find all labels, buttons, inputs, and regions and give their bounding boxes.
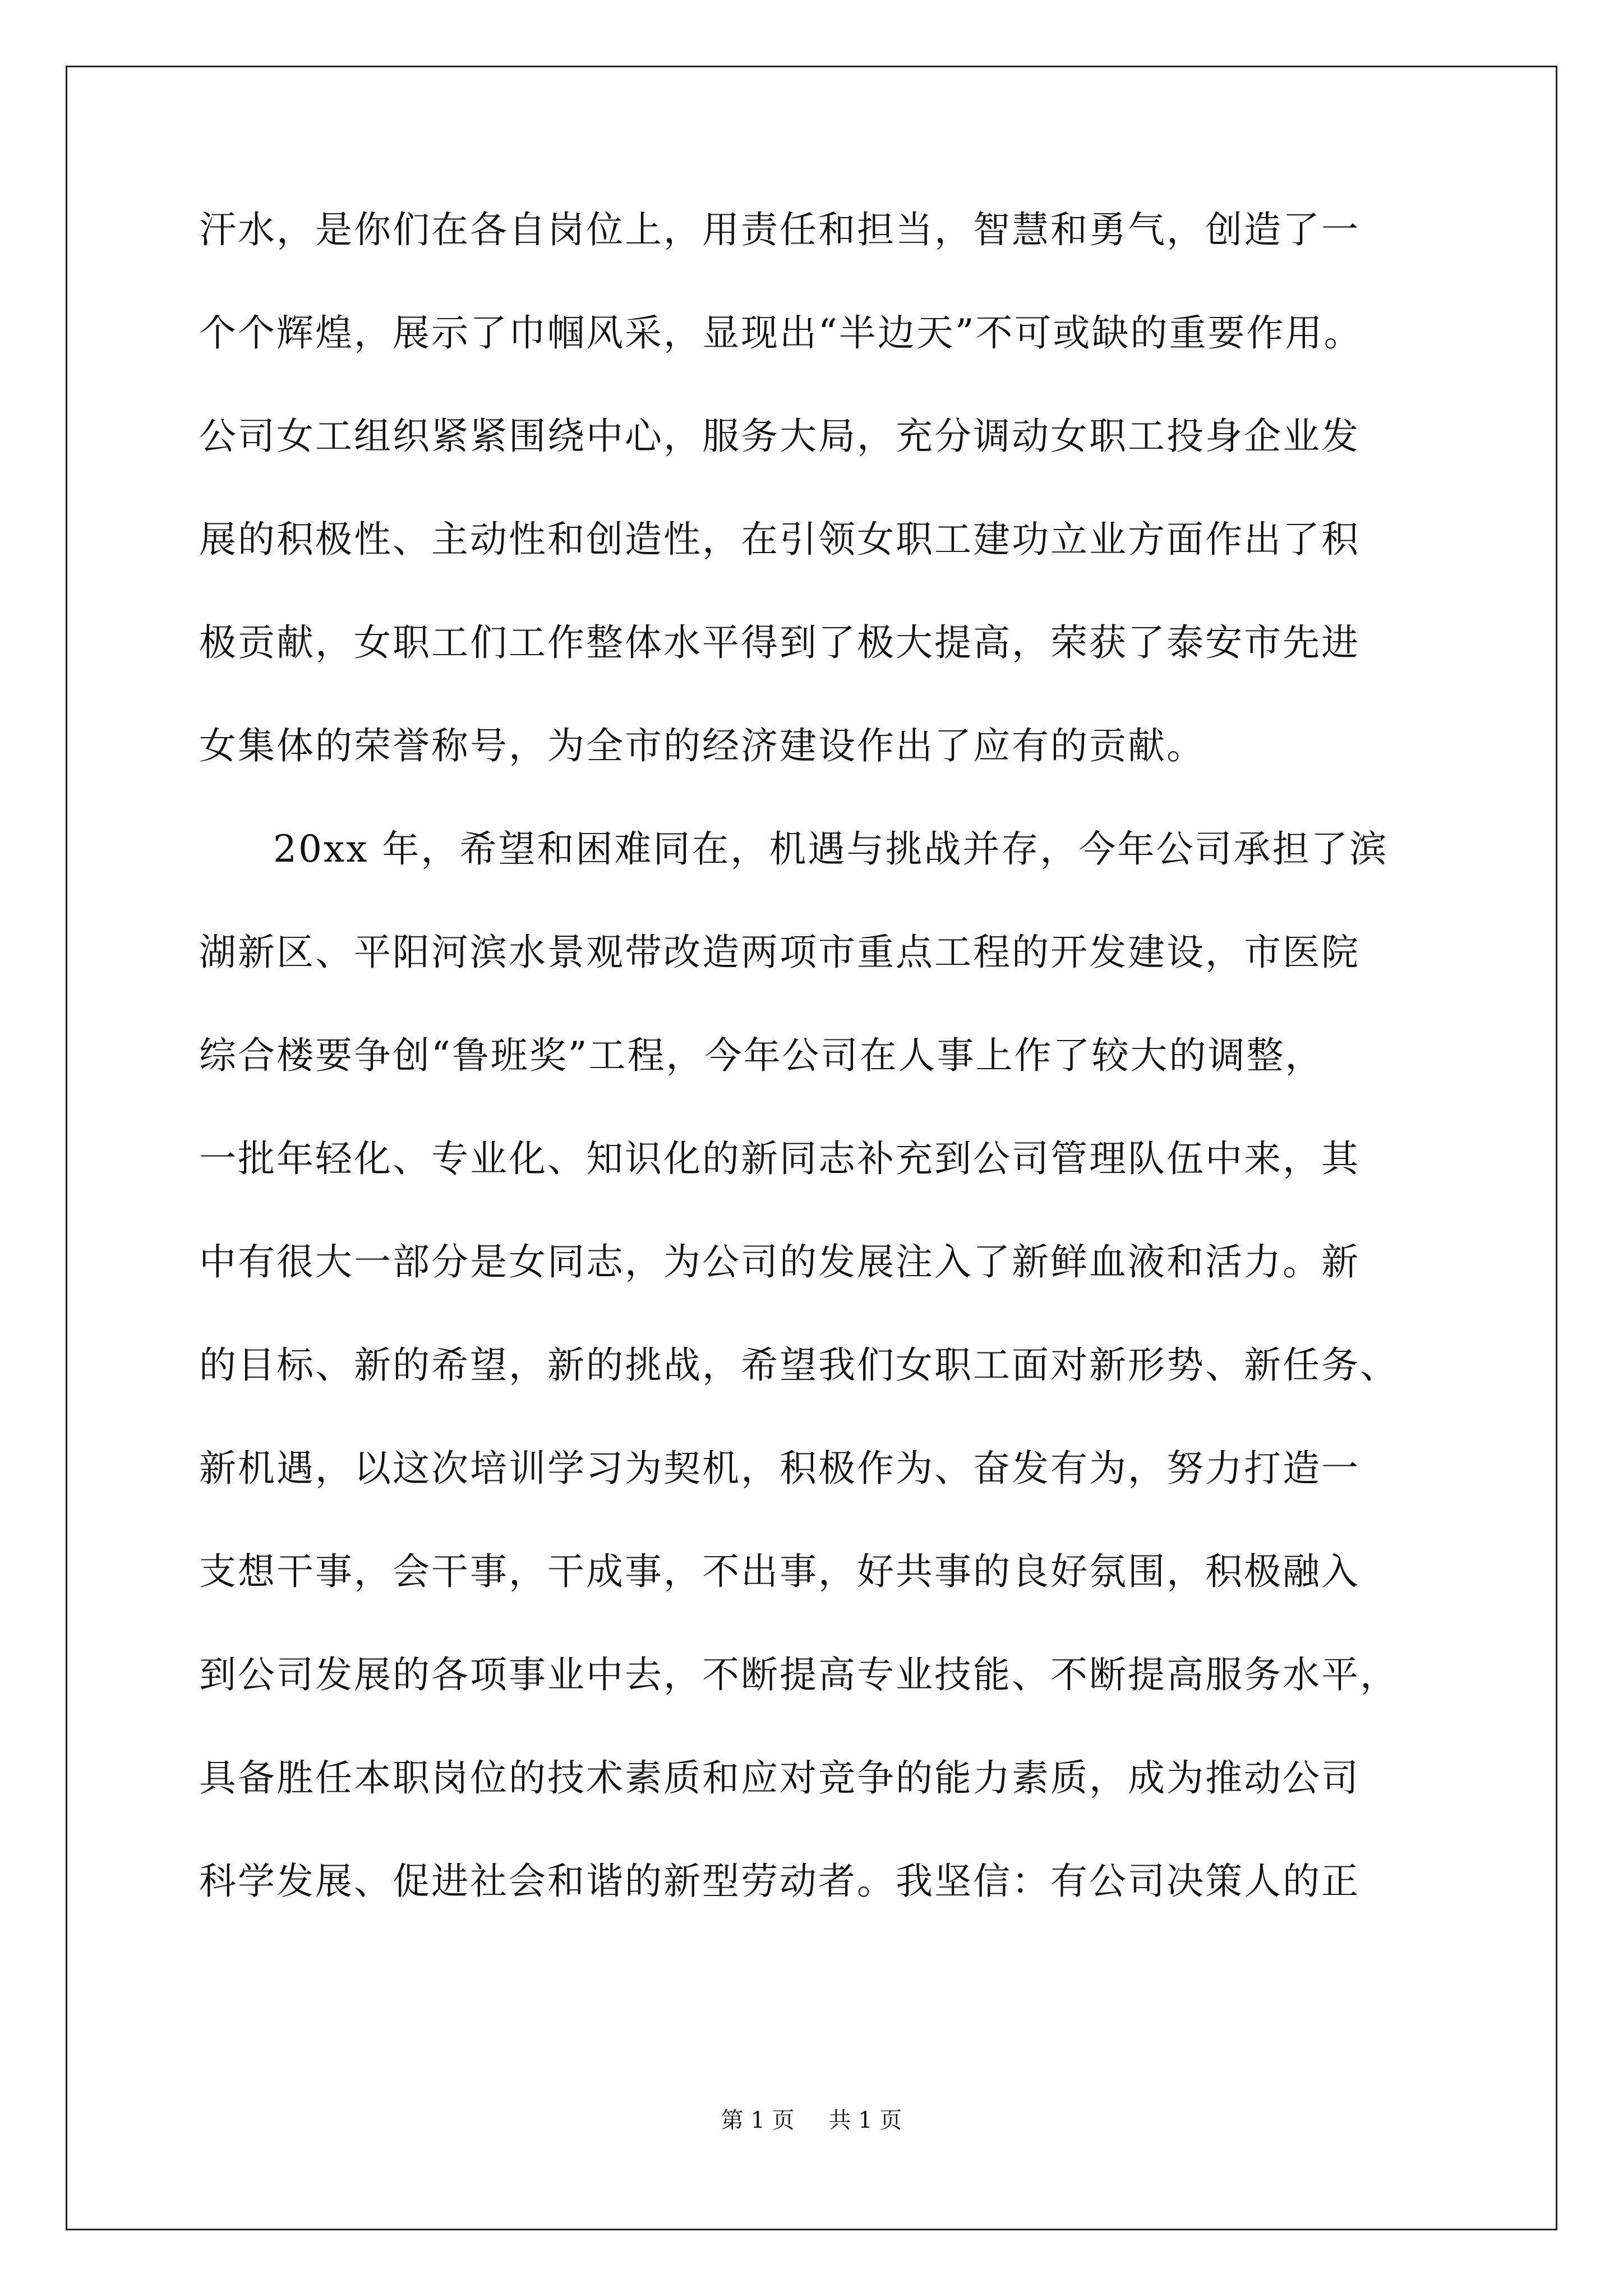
text-line: 的目标、新的希望，新的挑战，希望我们女职工面对新形势、新任务、	[199, 1343, 1399, 1387]
text-line: 女集体的荣誉称号，为全市的经济建设作出了应有的贡献。	[199, 724, 1205, 767]
page-footer	[0, 2104, 1623, 2137]
text-line: 具备胜任本职岗位的技术素质和应对竞争的能力素质，成为推动公司	[199, 1756, 1360, 1800]
text-line: 湖新区、平阳河滨水景观带改造两项市重点工程的开发建设，市医院	[199, 931, 1360, 974]
text-line: 新机遇，以这次培训学习为契机，积极作为、奋发有为，努力打造一	[199, 1447, 1360, 1490]
text-line: 公司女工组织紧紧围绕中心，服务大局，充分调动女职工投身企业发	[199, 415, 1360, 458]
text-line: 科学发展、促进社会和谐的新型劳动者。我坚信：有公司决策人的正	[199, 1860, 1360, 1903]
paragraph-start-line: 20xx 年，希望和困难同在，机遇与挑战并存，今年公司承担了滨	[273, 827, 1389, 871]
text-line: 展的积极性、主动性和创造性，在引领女职工建功立业方面作出了积	[199, 518, 1360, 561]
document-body	[199, 178, 1399, 1933]
page-number: 第 1 页	[721, 2108, 795, 2133]
text-line: 中有很大一部分是女同志，为公司的发展注入了新鲜血液和活力。新	[199, 1240, 1360, 1283]
text-line: 支想干事，会干事，干成事，不出事，好共事的良好氛围，积极融入	[199, 1550, 1360, 1593]
text-line: 极贡献，女职工们工作整体水平得到了极大提高，荣获了泰安市先进	[199, 621, 1360, 664]
page-total: 共 1 页	[828, 2108, 902, 2133]
text-line: 到公司发展的各项事业中去，不断提高专业技能、不断提高服务水平，	[199, 1653, 1399, 1696]
text-line: 个个辉煌，展示了巾帼风采，显现出“半边天”不可或缺的重要作用。	[199, 311, 1363, 355]
text-line: 一批年轻化、专业化、知识化的新同志补充到公司管理队伍中来，其	[199, 1137, 1360, 1180]
text-line: 综合楼要争创“鲁班奖”工程，今年公司在人事上作了较大的调整，	[199, 1034, 1324, 1077]
text-line: 汗水，是你们在各自岗位上，用责任和担当，智慧和勇气，创造了一	[199, 208, 1360, 251]
